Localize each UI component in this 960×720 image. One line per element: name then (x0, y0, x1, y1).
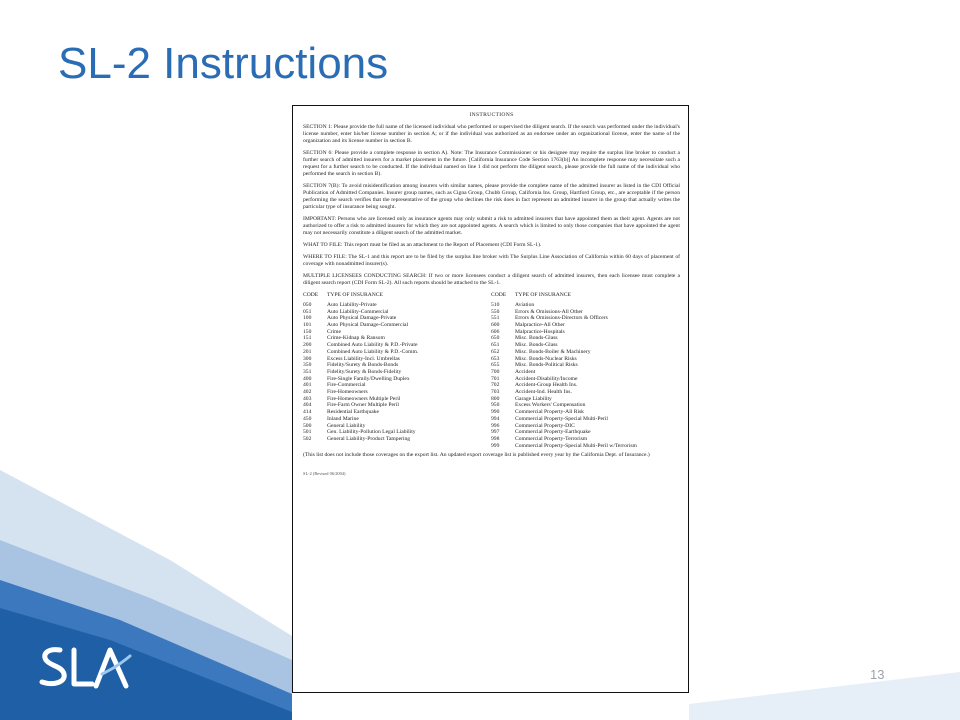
insurance-code: 051 (303, 308, 312, 315)
code-table-row (303, 356, 680, 363)
insurance-type: Aviation (515, 301, 535, 308)
insurance-type: General Liability-Product Tampering (327, 435, 411, 442)
insurance-type: Commercial Property-Special Multi-Peril w/Terrorism (515, 442, 637, 449)
code-table-row (303, 389, 680, 396)
code-table-row (303, 376, 680, 383)
insurance-code: 101 (303, 322, 312, 329)
insurance-type: Fire-Single Family/Dwelling Duplex (327, 375, 410, 382)
insurance-type: Auto Physical Damage-Private (327, 315, 397, 322)
code-table-row (303, 342, 680, 349)
insurance-code: 994 (491, 415, 500, 422)
insurance-code: 500 (303, 422, 312, 429)
insurance-code: 401 (303, 382, 312, 389)
instruction-important: IMPORTANT: Persons who are licensed only as insurance agents may only submit a risk to admitted insurers that have appointed them as their agent. Agents are not authorized to offer a risk to admitted insurers for which they are not appointed agents. A search which is limited to only those companies that have appointed the agent may not necessarily constitute a diligent search of the admitted market. (303, 215, 680, 236)
code-table-row (303, 302, 680, 309)
code-table-row (303, 423, 680, 430)
code-table-row (303, 362, 680, 369)
insurance-code (303, 443, 327, 450)
code-table-row (303, 429, 680, 436)
insurance-type: Residential Earthquake (327, 409, 380, 416)
insurance-code: 700 (491, 368, 500, 375)
insurance-code: 550 (491, 308, 500, 315)
insurance-type: Fire-Commercial (327, 382, 366, 389)
insurance-code: 702 (491, 382, 500, 389)
insurance-code: 996 (491, 422, 500, 429)
code-table-row (303, 335, 680, 342)
insurance-code: 655 (491, 362, 500, 369)
insurance-code: 403 (303, 395, 312, 402)
insurance-code: 300 (303, 355, 312, 362)
document-body (303, 112, 680, 478)
code-table-row (303, 409, 680, 416)
insurance-type: Misc. Bonds-Boiler & Machinery (515, 348, 591, 355)
insurance-code: 999 (491, 442, 500, 449)
insurance-type: Commercial Property-DIC (515, 422, 575, 429)
code-table-row (303, 396, 680, 403)
insurance-code: 350 (303, 362, 312, 369)
insurance-type: Commercial Property-All Risk (515, 409, 584, 416)
instruction-section-6: SECTION 6: Please provide a complete response in section A). Note: The Insurance Commissioner or his designee may require the surplus line broker to conduct a further search of admitted insurers for a market placement in the future. [California Insurance Code Section 1763(b)] An incomplete response may necessitate such a request for a further search to be conducted. If the individual named on line 1 did not perform the diligent search, please provide the full name of the individual who performed the search in section B). (303, 149, 680, 177)
insurance-type: Fidelity/Surety & Bonds-Fidelity (327, 368, 402, 375)
code-table-row (303, 309, 680, 316)
insurance-code: 551 (491, 315, 500, 322)
page-number: 13 (870, 667, 885, 682)
insurance-code: 201 (303, 348, 312, 355)
insurance-code: 404 (303, 402, 312, 409)
insurance-type: Auto Physical Damage-Commercial (327, 322, 409, 329)
insurance-code: 351 (303, 368, 312, 375)
insurance-type: Fire-Homeowners (327, 389, 368, 396)
insurance-type: Combined Auto Liability & P.D.-Private (327, 342, 418, 349)
insurance-type: Gen. Liability-Pollution Legal Liability (327, 429, 416, 436)
insurance-type: Crime-Kidnap & Ransom (327, 335, 385, 342)
insurance-type: General Liability (327, 422, 366, 429)
insurance-code: 502 (303, 435, 312, 442)
code-table-header-row (303, 292, 680, 302)
insurance-type: Combined Auto Liability & P.D.-Comm. (327, 348, 419, 355)
insurance-code: 997 (491, 429, 500, 436)
insurance-type: Malpractice-All Other (515, 322, 565, 329)
document-page (292, 105, 689, 693)
insurance-type: Crime (327, 328, 341, 335)
insurance-code: 950 (491, 402, 500, 409)
insurance-type: Commercial Property-Special Multi-Peril (515, 415, 608, 422)
instruction-section-1: SECTION 1: Please provide the full name of the licensed individual who performed or supervised the diligent search. If the search was performed under the individual's license number, enter his/her license number in section A; or if the individual was authorized as an endorsee under an organizational license, enter the name of the organization and its license number in section B. (303, 123, 680, 144)
insurance-type: Malpractice-Hospitals (515, 328, 565, 335)
code-table-row (303, 443, 680, 450)
insurance-type: Accident (515, 368, 536, 375)
type-header: TYPE OF INSURANCE (515, 292, 571, 299)
insurance-type: Inland Marine (327, 415, 359, 422)
instruction-section-7b: SECTION 7(B): To avoid misidentification among insurers with similar names, please provide the complete name of the admitted insurer as listed in the CDI Official Publication of Admitted Companies. Insurer group names, such as Cigna Group, Chubb Group, California Ins. Group, Hartford Group, etc., are acceptable if the person performing the search verifies that the representative of the group who declines the risk does in fact represent an admitted insurer in the group that actually writes the particular type of insurance being sought. (303, 182, 680, 210)
code-table-row (303, 329, 680, 336)
code-table-row (303, 416, 680, 423)
insurance-type: Accident-Ind. Health Ins. (515, 389, 572, 396)
insurance-code: 701 (491, 375, 500, 382)
form-revision-id: SL-2 (Revised 06/2004) (303, 471, 346, 477)
insurance-code: 151 (303, 335, 312, 342)
insurance-code: 600 (491, 322, 500, 329)
insurance-type: Misc. Bonds-Political Risks (515, 362, 578, 369)
insurance-code: 414 (303, 409, 312, 416)
insurance-code-table (303, 292, 680, 449)
insurance-type: Excess Workers' Compensation (515, 402, 586, 409)
insurance-type: Errors & Omissions-All Other (515, 308, 583, 315)
sla-logo (38, 644, 134, 692)
code-table-row (303, 369, 680, 376)
type-header: TYPE OF INSURANCE (327, 292, 383, 299)
insurance-code: 652 (491, 348, 500, 355)
instruction-multiple-licensees: MULTIPLE LICENSEES CONDUCTING SEARCH: If two or more licensees conduct a diligent search of admitted insurers, then each licensee must complete a diligent search report (CDI Form SL-2). All such reports should be attached to the SL-1. (303, 273, 680, 286)
insurance-type: Fire-Homeowners Multiple Peril (327, 395, 401, 402)
insurance-code: 501 (303, 429, 312, 436)
document-heading: INSTRUCTIONS (469, 112, 514, 118)
insurance-code: 990 (491, 409, 500, 416)
insurance-type: Auto Liability-Private (327, 301, 377, 308)
insurance-code: 100 (303, 315, 312, 322)
insurance-type: Auto Liability-Commercial (327, 308, 389, 315)
insurance-code: 653 (491, 355, 500, 362)
insurance-code: 400 (303, 375, 312, 382)
insurance-type: Fire-Farm Owner Multiple Peril (327, 402, 399, 409)
insurance-code: 651 (491, 342, 500, 349)
code-table-row (303, 402, 680, 409)
insurance-type: Misc. Bonds-Nuclear Risks (515, 355, 577, 362)
insurance-code: 998 (491, 435, 500, 442)
insurance-code: 050 (303, 301, 312, 308)
insurance-type: Misc. Bonds-Glass (515, 342, 558, 349)
insurance-code: 703 (491, 389, 500, 396)
slide-title: SL-2 Instructions (58, 39, 389, 88)
insurance-type: Misc. Bonds-Glass (515, 335, 558, 342)
code-table-row (303, 349, 680, 356)
insurance-code: 606 (491, 328, 500, 335)
insurance-code: 510 (491, 301, 500, 308)
insurance-type (327, 443, 491, 450)
code-table-body (303, 302, 680, 449)
code-table-row (303, 315, 680, 322)
insurance-code: 150 (303, 328, 312, 335)
insurance-code: 800 (491, 395, 500, 402)
code-table-row (303, 382, 680, 389)
code-table-row (303, 436, 680, 443)
instruction-where-to-file: WHERE TO FILE: The SL-1 and this report are to be filed by the surplus line broker with The Surplus Line Association of California within 60 days of placement of coverage with nonadmitted insurer(s). (303, 253, 680, 267)
insurance-code: 650 (491, 335, 500, 342)
insurance-type: Commercial Property-Terrorism (515, 435, 588, 442)
code-table-row (303, 322, 680, 329)
code-header: CODE (303, 292, 319, 299)
insurance-type: Errors & Omissions-Directors & Officers (515, 315, 608, 322)
code-header: CODE (491, 292, 507, 299)
insurance-code: 450 (303, 415, 312, 422)
insurance-type: Accident-Disability/Income (515, 375, 578, 382)
insurance-type: Garage Liability (515, 395, 552, 402)
insurance-type: Excess Liability-Incl. Umbrellas (327, 355, 400, 362)
insurance-type: Commercial Property-Earthquake (515, 429, 591, 436)
code-list-footnote: (This list does not include those coverages on the export list. An updated export coverage list is published every year by the California Dept. of Insurance.) (303, 452, 650, 459)
insurance-code: 200 (303, 342, 312, 349)
insurance-code: 402 (303, 389, 312, 396)
insurance-type: Accident-Group Health Ins. (515, 382, 578, 389)
insurance-type: Fidelity/Surety & Bonds-Bonds (327, 362, 399, 369)
instruction-what-to-file: WHAT TO FILE: This report must be filed as an attachment to the Report of Placement (CDI Form SL-1). (303, 241, 542, 248)
